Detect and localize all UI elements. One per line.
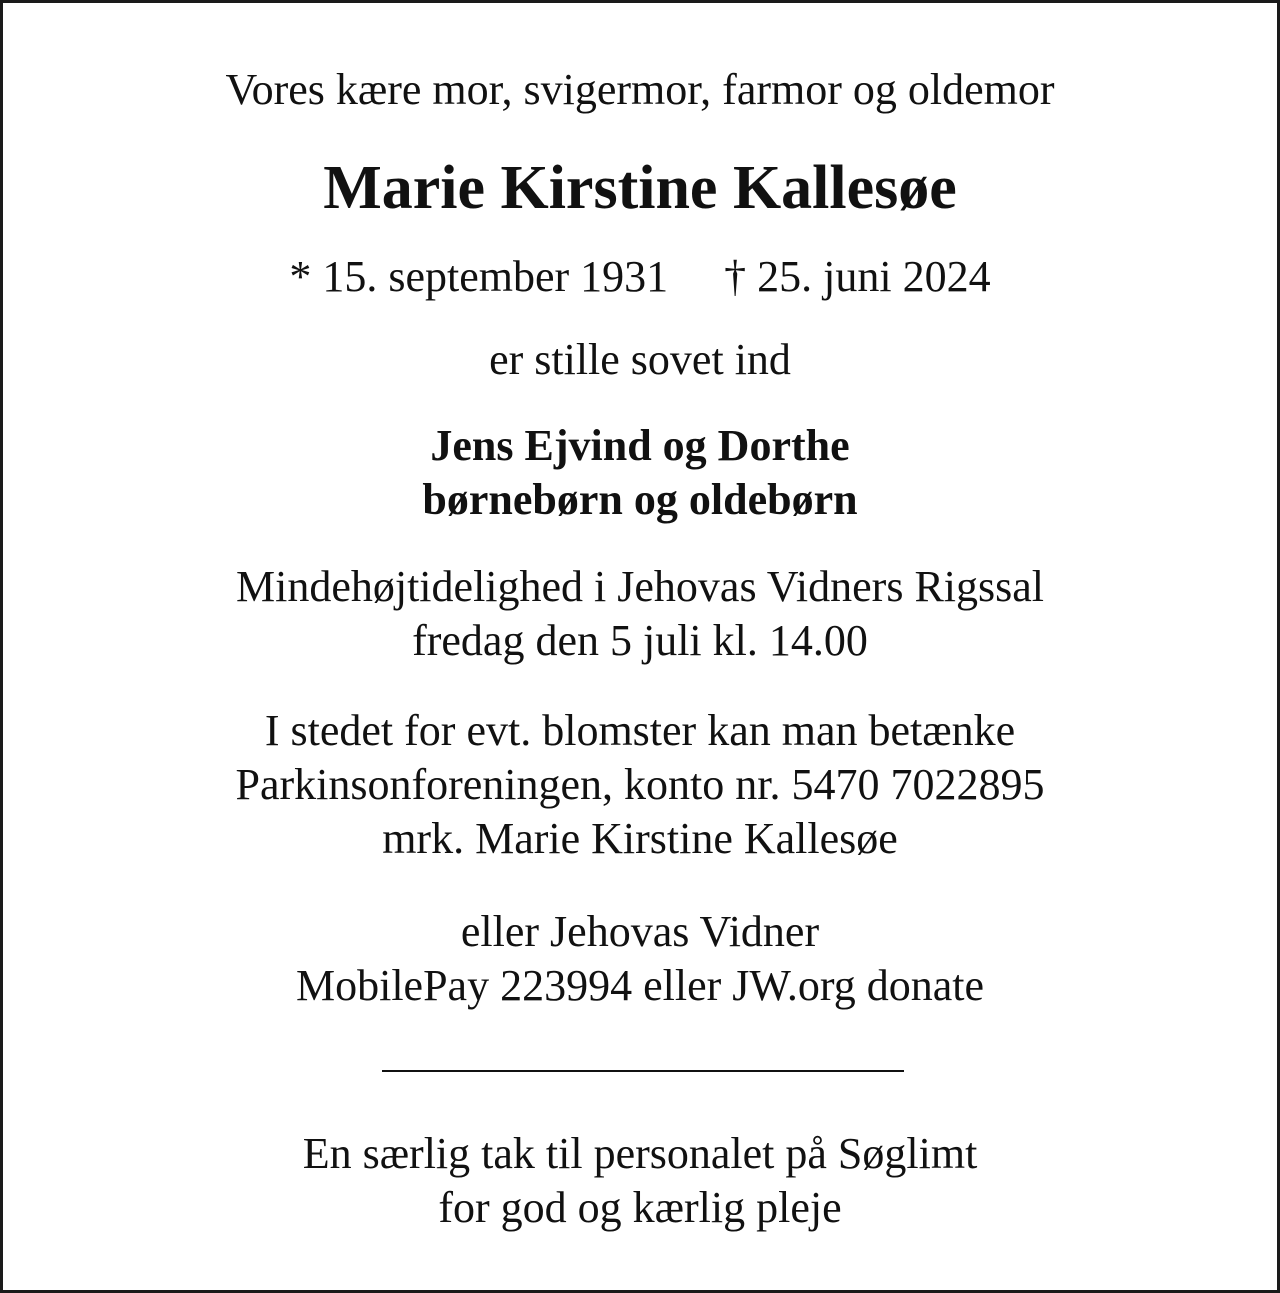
thanks-line: En særlig tak til personalet på Søglimt	[302, 1129, 978, 1178]
memorial-line: fredag den 5 juli kl. 14.00	[412, 616, 868, 665]
deceased-name: Marie Kirstine Kallesøe	[323, 154, 957, 222]
passing-text: er stille sovet ind	[489, 335, 791, 384]
family-line: Jens Ejvind og Dorthe	[430, 421, 850, 470]
donation-info	[3, 704, 1277, 866]
family-names	[3, 419, 1277, 527]
family-line: børnebørn og oldebørn	[422, 475, 858, 524]
birth-symbol: *	[289, 252, 312, 301]
death-cross-icon: †	[724, 252, 747, 301]
memorial-line: Mindehøjtidelighed i Jehovas Vidners Rigssal	[235, 562, 1045, 611]
alternative-line: eller Jehovas Vidner	[460, 907, 820, 956]
death-date: 25. juni 2024	[757, 252, 991, 301]
alternative-line: MobilePay 223994 eller JW.org donate	[295, 961, 984, 1010]
thanks-text	[3, 1127, 1277, 1235]
thanks-line: for god og kærlig pleje	[438, 1183, 842, 1232]
donation-line: mrk. Marie Kirstine Kallesøe	[382, 814, 898, 863]
life-dates	[3, 250, 1277, 304]
donation-line: I stedet for evt. blomster kan man betænke	[264, 706, 1016, 755]
memorial-service	[3, 560, 1277, 668]
birth-date: 15. september 1931	[322, 252, 669, 301]
intro-text: Vores kære mor, svigermor, farmor og oldemor	[225, 65, 1055, 114]
divider-line	[382, 1070, 904, 1072]
donation-line: Parkinsonforeningen, konto nr. 5470 7022895	[235, 760, 1045, 809]
alternative-donation	[3, 905, 1277, 1013]
